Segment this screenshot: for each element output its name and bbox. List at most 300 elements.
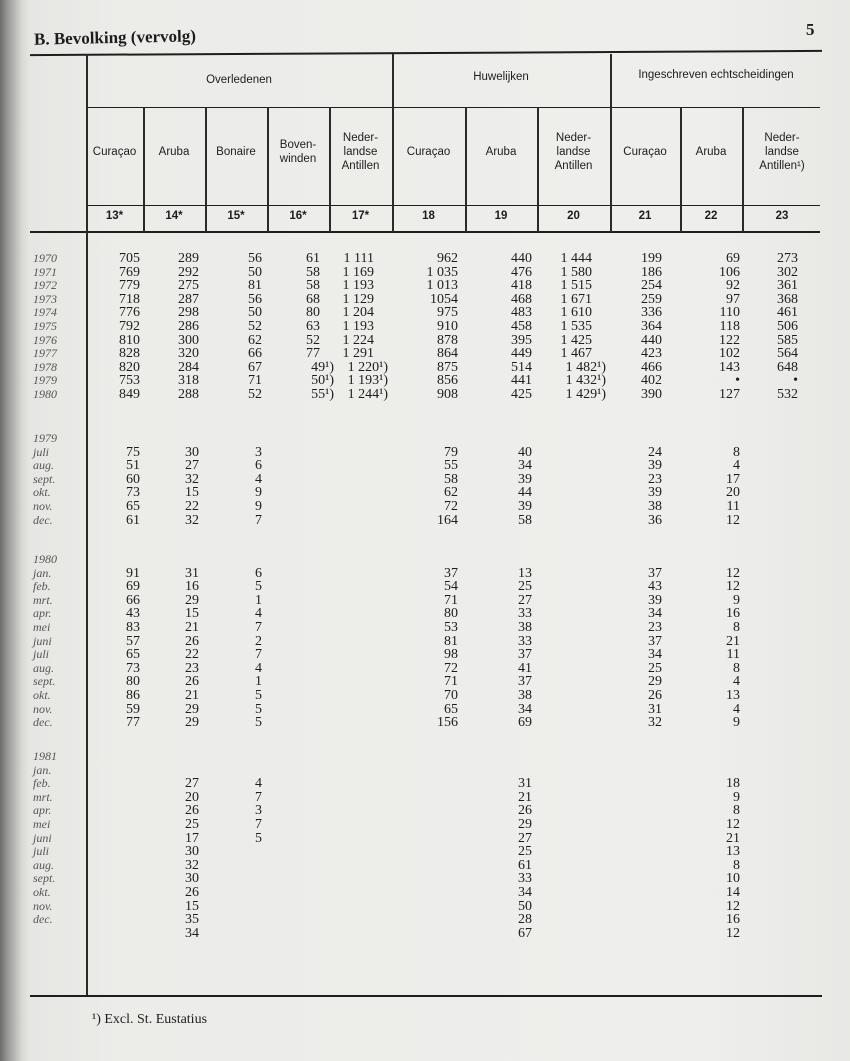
table-cell: 55¹) (311, 387, 334, 402)
table-cell: 62 (248, 332, 262, 348)
table-cell: 61 (518, 857, 532, 873)
table-cell: 4 (255, 776, 262, 792)
table-cell: 12 (726, 565, 740, 581)
table-cell: 65 (444, 701, 458, 717)
table-cell: 70 (444, 688, 458, 703)
row-label: 1978 (33, 359, 57, 374)
table-cell: 11 (726, 499, 740, 514)
table-cell: 164 (437, 512, 458, 528)
table-cell: 16 (726, 606, 740, 622)
table-cell: 156 (437, 715, 458, 731)
row-label: feb. (33, 776, 51, 791)
table-cell: 402 (641, 373, 662, 389)
table-cell: 39 (518, 499, 532, 514)
table-cell: 26 (185, 674, 199, 690)
table-cell: 12 (726, 925, 740, 941)
row-label: okt. (33, 885, 51, 899)
table-cell: 461 (777, 305, 798, 321)
table-cell: 289 (178, 251, 199, 266)
table-cell: 1 671 (560, 291, 592, 307)
table-cell: 118 (719, 319, 740, 334)
table-cell: 92 (726, 278, 740, 294)
table-cell: 3 (255, 803, 262, 819)
column-number: 19 (494, 210, 508, 222)
row-label: 1980 (33, 387, 57, 401)
table-cell: 12 (726, 512, 740, 528)
table-cell: 29 (185, 701, 199, 717)
table-cell: 34 (518, 701, 532, 717)
table-cell: 648 (777, 359, 798, 375)
table-cell: 51 (126, 458, 140, 474)
table-cell: 34 (518, 885, 532, 900)
table-cell: 66 (248, 346, 262, 362)
column-header: Neder- landse Antillen (341, 132, 380, 172)
table-cell: 1 193¹) (347, 373, 388, 389)
table-cell: 39 (518, 471, 532, 487)
table-cell: 127 (719, 387, 740, 402)
table-cell: 143 (719, 359, 740, 375)
table-cell: 71 (444, 674, 458, 690)
table-cell: 9 (255, 485, 262, 501)
table-cell: 33 (518, 633, 532, 649)
table-cell: 441 (511, 373, 532, 389)
table-cell: 91 (126, 565, 140, 581)
table-cell: 21 (185, 688, 199, 703)
table-cell: 1 204 (342, 305, 374, 321)
table-cell: 34 (648, 647, 662, 663)
table-cell: 32 (185, 512, 199, 528)
column-header: Boven- winden (279, 139, 317, 165)
table-cell: 122 (719, 332, 740, 348)
column-number: 17* (351, 210, 370, 222)
table-cell: 65 (126, 647, 140, 663)
table-cell: 3 (255, 444, 262, 460)
table-cell: 69 (518, 715, 532, 731)
table-cell: 1 193 (342, 319, 374, 334)
row-label: apr. (33, 803, 52, 818)
table-cell: 9 (733, 592, 740, 608)
table-cell: 86 (126, 688, 140, 703)
table-cell: 7 (255, 620, 262, 635)
table-cell: 7 (255, 817, 262, 832)
table-cell: 71 (444, 592, 458, 608)
row-label: jan. (33, 565, 52, 580)
table-cell: 8 (733, 660, 740, 676)
row-label: sept. (33, 471, 56, 486)
table-cell: 4 (255, 606, 262, 622)
row-label: 1971 (33, 264, 57, 279)
row-label: jan. (33, 762, 52, 777)
table-cell: 6 (255, 565, 262, 581)
table-cell: 81 (248, 278, 262, 294)
row-label: sept. (33, 674, 56, 689)
table-cell: 37 (444, 565, 458, 581)
table-cell: 58 (306, 278, 320, 294)
row-label: nov. (33, 499, 53, 513)
table-cell: 284 (178, 359, 199, 375)
group-header-overledenen: Overledenen (206, 74, 272, 86)
table-cell: 466 (641, 359, 662, 375)
table-cell: 1 580 (560, 264, 592, 280)
table-cell: 810 (119, 332, 140, 348)
table-cell: 30 (185, 844, 199, 860)
table-cell: 49¹) (311, 359, 334, 375)
table-cell: 62 (444, 485, 458, 501)
table-cell: 26 (518, 803, 532, 819)
column-header: Curaçao (623, 146, 667, 158)
table-cell: 776 (119, 305, 140, 321)
table-cell: 302 (777, 264, 798, 280)
column-header: Aruba (695, 146, 727, 158)
column-number: 21 (638, 210, 652, 222)
table-cell: 21 (518, 789, 532, 805)
table-cell: 30 (185, 444, 199, 460)
table-cell: 1 111 (343, 251, 374, 266)
table-cell: 769 (119, 264, 140, 280)
column-number: 13* (105, 210, 124, 222)
row-label: okt. (33, 485, 51, 500)
table-cell: 21 (726, 830, 740, 846)
table-cell: 22 (185, 499, 199, 514)
row-label: aug. (33, 660, 54, 675)
row-label: 1977 (33, 346, 57, 361)
table-cell: 4 (733, 674, 740, 690)
table-cell: 27 (518, 830, 532, 846)
table-cell: 910 (437, 319, 458, 334)
table-cell: 585 (777, 332, 798, 348)
table-cell: 4 (255, 471, 262, 487)
table-cell: 1 429¹) (565, 387, 606, 402)
table-cell: 6 (255, 458, 262, 474)
subheader-rule (86, 107, 820, 108)
table-cell: 26 (185, 633, 199, 649)
table-cell: 298 (178, 305, 199, 321)
table-cell: 102 (719, 346, 740, 362)
table-cell: 1054 (430, 291, 458, 307)
table-cell: 27 (518, 592, 532, 608)
table-cell: 1 610 (560, 305, 592, 321)
table-cell: 1 515 (560, 278, 592, 294)
table-cell: 8 (733, 857, 740, 873)
table-cell: 440 (511, 251, 532, 266)
table-cell: 37 (518, 647, 532, 663)
table-cell: 1 013 (426, 278, 458, 294)
table-cell: 1 482¹) (565, 359, 606, 375)
table-cell: 856 (437, 373, 458, 389)
table-cell: 33 (518, 606, 532, 622)
table-cell: 52 (306, 332, 320, 348)
row-label: mei (33, 817, 51, 831)
column-number: 18 (422, 210, 435, 222)
table-cell: 275 (178, 278, 199, 294)
table-cell: 26 (648, 688, 662, 703)
table-cell: 34 (648, 606, 662, 622)
table-cell: 10 (726, 871, 740, 887)
row-label: juli (33, 844, 50, 859)
table-cell: 29 (648, 674, 662, 690)
table-cell: 58 (306, 264, 320, 280)
table-cell: 5 (255, 579, 262, 595)
table-cell: 33 (518, 871, 532, 887)
table-cell: 13 (518, 565, 532, 581)
column-number: 20 (567, 210, 580, 222)
column-header: Aruba (158, 146, 190, 158)
page-title: B. Bevolking (vervolg) (33, 26, 197, 49)
table-cell: 364 (641, 319, 662, 334)
table-cell: 5 (255, 715, 262, 731)
table-cell: 40 (518, 444, 532, 460)
table-cell: 39 (648, 592, 662, 608)
table-cell: 59 (126, 701, 140, 717)
row-label: 1975 (33, 319, 57, 333)
column-number: 16* (289, 210, 307, 222)
table-cell: 75 (126, 444, 140, 460)
table-cell: 38 (518, 688, 532, 703)
table-cell: 5 (255, 688, 262, 703)
table-cell: 26 (185, 803, 199, 819)
table-cell: 16 (726, 912, 740, 928)
table-cell: 22 (185, 647, 199, 663)
table-cell: 425 (511, 387, 532, 402)
table-cell: 20 (185, 789, 199, 805)
table-cell: 71 (248, 373, 262, 389)
table-cell: 27 (185, 458, 199, 474)
table-cell: 27 (185, 776, 199, 792)
top-rule (30, 50, 822, 56)
table-cell: 286 (178, 319, 199, 334)
row-label: feb. (33, 579, 51, 594)
table-cell: 57 (126, 633, 140, 649)
table-cell: 55 (444, 458, 458, 474)
table-cell: 25 (518, 844, 532, 860)
table-cell: 16 (185, 579, 199, 595)
column-number: 15* (227, 210, 245, 222)
row-label: dec. (33, 715, 53, 730)
column-header: Curaçao (406, 146, 451, 158)
group-header-huwelijken: Huwelijken (473, 71, 529, 83)
bottom-rule (30, 995, 822, 997)
column-header: Curaçao (92, 146, 137, 158)
table-cell: 50 (248, 264, 262, 280)
table-cell: 80 (444, 606, 458, 622)
table-cell: 29 (185, 592, 199, 608)
table-cell: 13 (726, 844, 740, 860)
table-cell: 1 432¹) (565, 373, 606, 389)
table-cell: 287 (178, 291, 199, 307)
table-cell: 753 (119, 373, 140, 389)
table-cell: 12 (726, 817, 740, 832)
column-number: 23 (775, 210, 789, 222)
table-cell: • (735, 373, 740, 389)
table-cell: 390 (641, 387, 662, 402)
table-cell: 23 (648, 620, 662, 635)
table-cell: 29 (185, 715, 199, 731)
table-cell: 54 (444, 579, 458, 595)
table-cell: 25 (185, 817, 199, 832)
table-cell: 395 (511, 332, 532, 348)
table-cell: 423 (641, 346, 662, 362)
table-cell: 828 (119, 346, 140, 362)
table-cell: 820 (119, 359, 140, 375)
table-cell: 41 (518, 660, 532, 676)
table-cell: 110 (719, 305, 740, 321)
table-cell: 25 (648, 660, 662, 676)
table-cell: 476 (511, 264, 532, 280)
table-cell: 449 (511, 346, 532, 362)
table-cell: 37 (518, 674, 532, 690)
footnote: ¹) Excl. St. Eustatius (92, 1012, 208, 1027)
period-label: 1979 (33, 431, 57, 445)
table-cell: 4 (255, 660, 262, 676)
table-cell: 300 (178, 332, 199, 348)
row-label: nov. (33, 898, 53, 913)
column-header: Aruba (485, 146, 517, 158)
table-cell: 483 (511, 305, 532, 321)
table-cell: 12 (726, 898, 740, 914)
header-bottom-rule (30, 231, 820, 233)
table-cell: 186 (641, 264, 662, 280)
table-cell: 44 (518, 485, 532, 501)
table-cell: 52 (248, 387, 262, 402)
table-cell: 26 (185, 885, 199, 900)
row-label: juni (33, 633, 52, 648)
table-cell: 318 (178, 373, 199, 389)
table-cell: 15 (185, 485, 199, 501)
table-cell: 1 224 (342, 332, 374, 348)
table-cell: 4 (733, 701, 740, 717)
table-cell: 7 (255, 512, 262, 528)
row-label: juni (33, 830, 52, 845)
table-cell: 28 (518, 912, 532, 928)
table-cell: 72 (444, 660, 458, 676)
table-cell: 72 (444, 499, 458, 514)
table-cell: 50¹) (311, 373, 334, 389)
table-cell: 9 (733, 715, 740, 731)
table-cell: 8 (733, 803, 740, 819)
table-cell: 21 (185, 620, 199, 635)
column-header: Bonaire (216, 146, 256, 158)
table-cell: 73 (126, 485, 140, 501)
row-label: aug. (33, 458, 54, 473)
group-header-echtscheidingen: Ingeschreven echtscheidingen (638, 69, 794, 81)
table-cell: 962 (437, 251, 458, 266)
table-cell: 18 (726, 776, 740, 792)
table-cell: 52 (248, 319, 262, 334)
table-cell: 975 (437, 305, 458, 321)
row-label: nov. (33, 701, 53, 716)
table-cell: 1 (255, 674, 262, 690)
table-cell: 8 (733, 620, 740, 635)
table-cell: 97 (726, 291, 740, 307)
table-cell: 4 (733, 458, 740, 474)
period-label: 1970 (33, 251, 57, 265)
table-cell: 67 (518, 925, 532, 941)
row-label: dec. (33, 512, 53, 527)
table-cell: 1 035 (426, 264, 458, 280)
column-number: 14* (165, 210, 183, 222)
table-cell: 58 (518, 512, 532, 528)
table-cell: 2 (255, 633, 262, 649)
table-cell: 80 (126, 674, 140, 690)
table-cell: 81 (444, 633, 458, 649)
table-cell: 288 (178, 387, 199, 402)
table-cell: 361 (777, 278, 798, 294)
table-cell: 23 (648, 471, 662, 487)
table-cell: 56 (248, 291, 262, 307)
row-label: apr. (33, 606, 52, 621)
table-cell: 878 (437, 332, 458, 348)
table-cell: 7 (255, 647, 262, 663)
table-cell: 199 (641, 251, 662, 266)
table-cell: 37 (648, 565, 662, 581)
table-cell: 61 (126, 512, 140, 528)
row-label: 1972 (33, 278, 57, 293)
table-cell: 1 467 (560, 346, 592, 362)
table-cell: 66 (126, 592, 140, 608)
table-cell: 908 (437, 387, 458, 402)
table-cell: 875 (437, 359, 458, 375)
column-header: Neder- landse Antillen¹) (759, 132, 805, 172)
table-cell: 17 (185, 830, 199, 846)
table-cell: 440 (641, 332, 662, 348)
table-cell: 9 (733, 789, 740, 805)
table-cell: 38 (518, 620, 532, 635)
table-cell: 43 (648, 579, 662, 595)
table-cell: 11 (726, 647, 740, 663)
table-cell: 23 (185, 660, 199, 676)
table-cell: 1 220¹) (347, 359, 388, 375)
column-header: Neder- landse Antillen (554, 132, 593, 172)
table-cell: 37 (648, 633, 662, 649)
table-cell: 83 (126, 620, 140, 635)
column-number: 22 (704, 210, 718, 222)
table-cell: 34 (185, 925, 199, 941)
row-label: 1974 (33, 305, 57, 320)
table-cell: 259 (641, 291, 662, 307)
table-cell: 458 (511, 319, 532, 334)
row-label: dec. (33, 912, 53, 927)
table-cell: • (793, 373, 798, 389)
table-cell: 1 425 (560, 332, 592, 348)
table-cell: 80 (306, 305, 320, 321)
row-label: juli (33, 647, 50, 662)
row-label: mei (33, 620, 51, 634)
table-cell: 58 (444, 471, 458, 487)
table-cell: 29 (518, 817, 532, 832)
table-cell: 98 (444, 647, 458, 663)
table-cell: 50 (518, 898, 532, 914)
table-cell: 20 (726, 485, 740, 501)
table-cell: 38 (648, 499, 662, 514)
page-number: 5 (806, 20, 815, 39)
table-cell: 12 (726, 579, 740, 595)
table-cell: 418 (511, 278, 532, 294)
table-cell: 65 (126, 499, 140, 514)
table-cell: 532 (777, 387, 798, 402)
table-cell: 31 (518, 776, 532, 792)
table-cell: 1 244¹) (347, 387, 388, 402)
table-cell: 15 (185, 898, 199, 914)
table-cell: 32 (648, 715, 662, 731)
table-cell: 1 169 (342, 264, 374, 280)
table-cell: 9 (255, 499, 262, 514)
table-cell: 718 (119, 291, 140, 307)
table-cell: 32 (185, 857, 199, 873)
table-cell: 15 (185, 606, 199, 622)
row-label: sept. (33, 871, 56, 886)
table-cell: 50 (248, 305, 262, 321)
table-cell: 30 (185, 871, 199, 887)
